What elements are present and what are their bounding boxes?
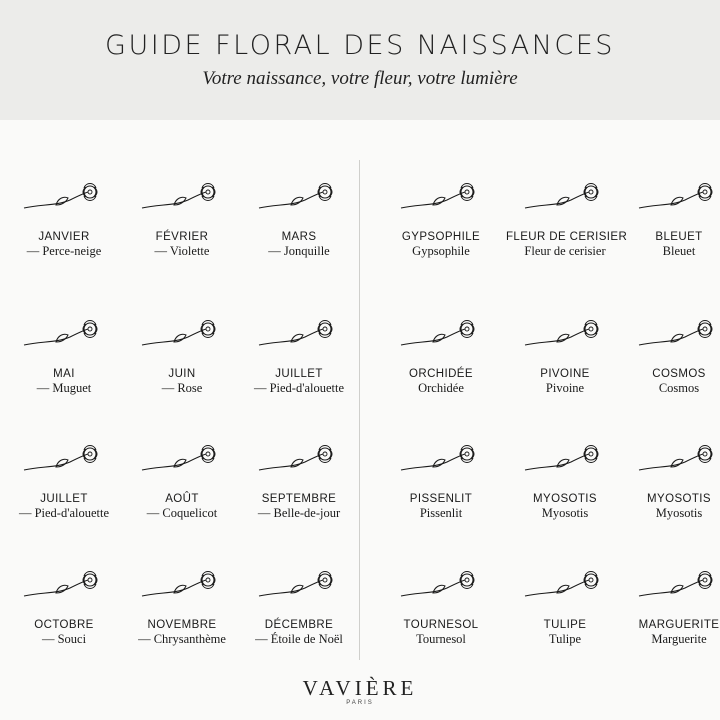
flower-cell <box>123 566 241 647</box>
flower-label: — Souci <box>41 632 87 646</box>
flower-cell <box>620 566 720 647</box>
flower-cell <box>123 315 241 396</box>
flower-cell <box>240 178 358 259</box>
flower-label: Cosmos <box>658 381 700 395</box>
flower-label: — Coquelicot <box>146 506 218 520</box>
page-subtitle: Votre naissance, votre fleur, votre lumière <box>202 68 518 89</box>
month-label: JUILLET <box>275 368 323 380</box>
flower-cell <box>5 178 123 259</box>
flower-label: Tournesol <box>416 632 466 646</box>
flower-cell <box>506 315 624 396</box>
flower-cell <box>382 178 500 259</box>
month-label: AOÛT <box>165 493 199 505</box>
cornflower-icon <box>620 178 720 222</box>
month-label: BLEUET <box>655 231 703 243</box>
chrysanthemum-icon <box>123 566 241 610</box>
flower-label: Tulipe <box>548 632 582 646</box>
poinsettia-icon <box>240 566 358 610</box>
month-label: MYOSOTIS <box>647 493 711 505</box>
month-label: OCTOBRE <box>34 619 94 631</box>
lily-of-the-valley-icon <box>5 315 123 359</box>
month-label: FÉVRIER <box>155 231 209 243</box>
header-band <box>0 0 720 120</box>
flower-cell <box>382 440 500 521</box>
snowdrop-icon <box>5 178 123 222</box>
flower-label: — Muguet <box>36 381 92 395</box>
month-label: JUIN <box>168 368 196 380</box>
marigold-icon <box>5 566 123 610</box>
month-label: TOURNESOL <box>403 619 479 631</box>
flower-cell <box>123 440 241 521</box>
flower-cell <box>506 178 628 259</box>
flower-label: — Jonquille <box>268 244 330 258</box>
dandelion-icon <box>382 440 500 484</box>
poppy-icon <box>123 440 241 484</box>
flower-label: Gypsophile <box>412 244 470 258</box>
flower-cell <box>506 566 624 647</box>
month-label: NOVEMBRE <box>147 619 217 631</box>
column-divider <box>359 160 360 660</box>
flower-cell <box>5 440 123 521</box>
flower-label: Marguerite <box>651 632 707 646</box>
forget-me-not-icon <box>506 440 624 484</box>
flower-label: — Pied-d'alouette <box>253 381 345 395</box>
daisy-icon <box>620 566 720 610</box>
flower-cell <box>620 440 720 521</box>
flower-cell <box>240 440 358 521</box>
month-label: JANVIER <box>38 231 90 243</box>
larkspur-icon <box>240 315 358 359</box>
flower-cell <box>123 178 241 259</box>
flower-cell <box>620 315 720 396</box>
flower-label: — Violette <box>154 244 210 258</box>
month-label: TULIPE <box>543 619 587 631</box>
daffodil-icon <box>240 178 358 222</box>
flower-label: Myosotis <box>655 506 703 520</box>
flower-label: Myosotis <box>541 506 589 520</box>
flower-label: — Rose <box>161 381 203 395</box>
flower-cell <box>620 178 720 259</box>
page-title: GUIDE FLORAL DES NAISSANCES <box>105 30 615 61</box>
month-label: MAI <box>53 368 75 380</box>
forget-me-not-icon <box>620 440 720 484</box>
month-label: MYOSOTIS <box>533 493 597 505</box>
flower-cell <box>5 566 123 647</box>
flower-label: — Belle-de-jour <box>257 506 341 520</box>
flower-label: — Chrysanthème <box>138 632 226 646</box>
month-label: PIVOINE <box>540 368 590 380</box>
morning-glory-icon <box>240 440 358 484</box>
flower-label: — Pied-d'alouette <box>18 506 110 520</box>
flower-label: Fleur de cerisier <box>524 244 606 258</box>
brand-logo: VAVIÈRE <box>302 676 418 700</box>
violet-icon <box>123 178 241 222</box>
orchid-icon <box>382 315 500 359</box>
flower-label: — Étoile de Noël <box>255 632 343 646</box>
flower-label: Pissenlit <box>419 506 463 520</box>
month-label: MARS <box>281 231 317 243</box>
month-label: FLEUR DE CERISIER <box>506 231 628 243</box>
month-label: PISSENLIT <box>409 493 473 505</box>
month-label: SEPTEMBRE <box>261 493 337 505</box>
flower-label: Bleuet <box>662 244 696 258</box>
sunflower-icon <box>382 566 500 610</box>
cosmos-icon <box>620 315 720 359</box>
brand-city: PARIS <box>346 700 374 706</box>
flower-label: — Perce-neige <box>26 244 102 258</box>
flower-cell <box>240 315 358 396</box>
month-label: ORCHIDÉE <box>409 368 473 380</box>
flower-cell <box>382 566 500 647</box>
flower-cell <box>5 315 123 396</box>
flower-cell <box>382 315 500 396</box>
rose-icon <box>123 315 241 359</box>
month-label: COSMOS <box>652 368 706 380</box>
flower-cell <box>240 566 358 647</box>
gypsophila-icon <box>382 178 500 222</box>
month-label: JUILLET <box>40 493 88 505</box>
flower-label: Pivoine <box>545 381 585 395</box>
month-label: DÉCEMBRE <box>264 619 334 631</box>
peony-icon <box>506 315 624 359</box>
month-label: GYPSOPHILE <box>401 231 481 243</box>
larkspur-icon <box>5 440 123 484</box>
tulip-icon <box>506 566 624 610</box>
month-label: MARGUERITE <box>638 619 720 631</box>
cherry-blossom-icon <box>506 178 624 222</box>
flower-label: Orchidée <box>418 381 464 395</box>
flower-cell <box>506 440 624 521</box>
